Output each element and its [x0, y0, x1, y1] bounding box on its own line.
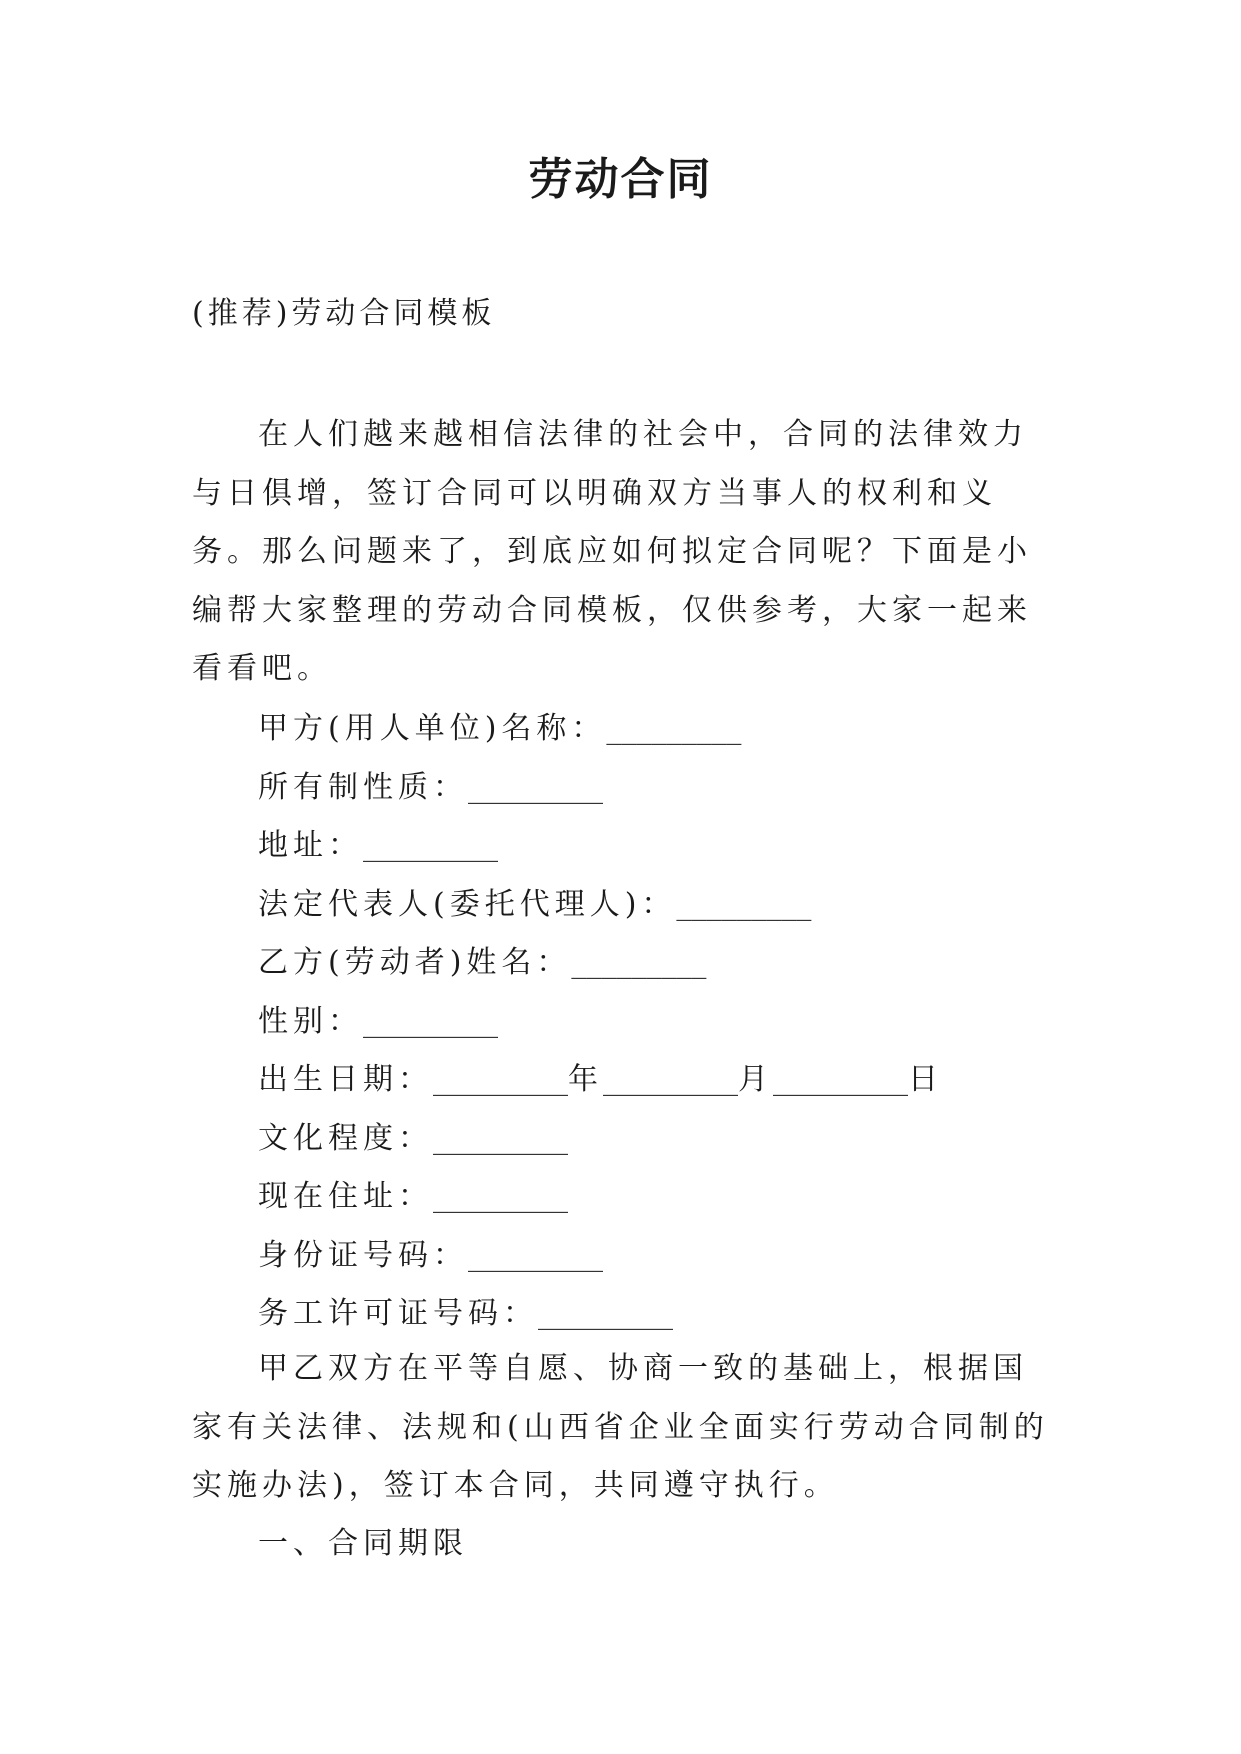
document-subtitle: (推荐)劳动合同模板	[192, 296, 496, 331]
field-address	[192, 817, 1054, 876]
field-blank: _________	[433, 1179, 568, 1214]
field-label: 务工许可证号码：	[258, 1296, 538, 1331]
field-label: 现在住址：	[258, 1179, 433, 1214]
contract-fields	[192, 700, 1054, 1344]
field-blank: _________	[676, 886, 812, 922]
field-ownership	[192, 759, 1054, 818]
field-id-number	[192, 1227, 1054, 1286]
field-label: 乙方(劳动者)姓名：	[258, 945, 572, 980]
field-employer-name	[192, 700, 1054, 759]
field-legal-representative	[192, 876, 1054, 935]
field-blank: _________	[433, 1120, 568, 1156]
field-label: 身份证号码：	[258, 1237, 468, 1273]
field-employee-name	[192, 934, 1054, 993]
field-label: 性别：	[258, 1003, 363, 1039]
field-blank: _________	[571, 945, 707, 980]
day-label: 日	[908, 1062, 943, 1097]
field-blank-month: _________	[603, 1062, 738, 1097]
field-gender	[192, 993, 1054, 1052]
year-label: 年	[568, 1062, 603, 1097]
field-blank-day: _________	[773, 1062, 908, 1097]
month-label: 月	[738, 1062, 773, 1097]
field-blank: _________	[363, 828, 498, 863]
section-heading-contract-term: 一、合同期限	[258, 1526, 468, 1561]
field-label: 地址：	[258, 828, 363, 863]
field-blank-year: _________	[433, 1062, 568, 1097]
field-blank: _________	[468, 1237, 603, 1273]
agreement-paragraph: 甲乙双方在平等自愿、协商一致的基础上，根据国家有关法律、法规和(山西省企业全面实行劳动合同制的实施办法)，签订本合同，共同遵守执行。	[192, 1351, 1049, 1503]
document-title: 劳动合同	[528, 154, 713, 205]
field-work-permit-number	[192, 1285, 1054, 1344]
field-label: 文化程度：	[258, 1120, 433, 1156]
intro-paragraph: 在人们越来越相信法律的社会中，合同的法律效力与日俱增，签订合同可以明确双方当事人的权利和义务。那么问题来了，到底应如何拟定合同呢？下面是小编帮大家整理的劳动合同模板，仅供参考，大家一起来看看吧。	[192, 417, 1032, 686]
field-birth-date	[192, 1051, 1054, 1110]
field-education	[192, 1110, 1054, 1169]
field-label: 甲方(用人单位)名称：	[258, 711, 607, 746]
field-label: 出生日期：	[258, 1062, 433, 1097]
field-label: 所有制性质：	[258, 769, 468, 805]
field-blank: _________	[363, 1003, 498, 1039]
field-label: 法定代表人(委托代理人)：	[258, 886, 677, 922]
field-blank: _________	[468, 769, 603, 805]
field-current-address	[192, 1168, 1054, 1227]
field-blank: _________	[538, 1296, 673, 1331]
field-blank: _________	[606, 711, 742, 746]
